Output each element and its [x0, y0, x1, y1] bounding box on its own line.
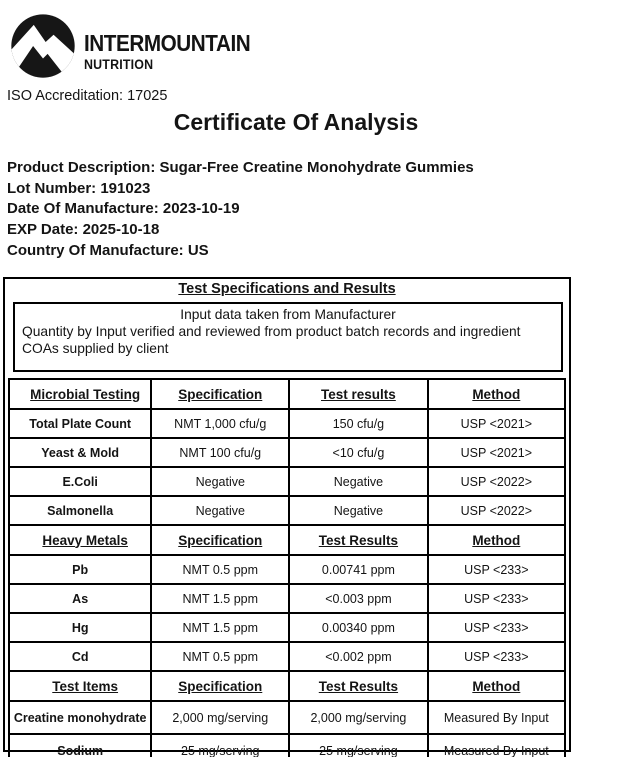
- country-of-manufacture-line: Country Of Manufacture: US: [7, 241, 209, 259]
- table-row-yeast-mold: [9, 438, 565, 467]
- cell-specification: NMT 100 cfu/g: [151, 438, 289, 467]
- cell-specification: Negative: [151, 496, 289, 525]
- cell-test-result: 2,000 mg/serving: [289, 701, 427, 734]
- brand-name-bottom: NUTRITION: [84, 57, 154, 72]
- cell-specification: 2,000 mg/serving: [151, 701, 289, 734]
- lot-number-line: Lot Number: 191023: [7, 179, 151, 197]
- cell-method: USP <2022>: [428, 467, 565, 496]
- results-outer-box: [3, 277, 571, 757]
- note-line-body: Quantity by Input verified and reviewed from product batch records and ingredient COAs supplied by client: [22, 324, 521, 356]
- table-row-salmonella: [9, 496, 565, 525]
- cell-method: USP <2022>: [428, 496, 565, 525]
- cell-method: USP <233>: [428, 642, 565, 671]
- mountain-logo-icon: [10, 13, 76, 79]
- cell-test-item: As: [9, 584, 151, 613]
- cell-test-item: E.Coli: [9, 467, 151, 496]
- col-header-microbial-testing: Microbial Testing: [9, 379, 151, 409]
- table-row-total-plate-count: [9, 409, 565, 438]
- results-section-title: Test Specifications and Results: [178, 281, 396, 297]
- cell-test-item: Yeast & Mold: [9, 438, 151, 467]
- table-row-as: [9, 584, 565, 613]
- cell-method: USP <2021>: [428, 409, 565, 438]
- col-header-specification: Specification: [151, 379, 289, 409]
- table-row-heavy-metals-header: [9, 525, 565, 555]
- brand-name-top: INTERMOUNTAIN: [84, 30, 251, 56]
- cell-specification: NMT 0.5 ppm: [151, 555, 289, 584]
- cell-test-result: 0.00741 ppm: [289, 555, 427, 584]
- cell-test-result: Negative: [289, 496, 427, 525]
- product-info-block: [7, 158, 474, 262]
- col-header-specification: Specification: [151, 525, 289, 555]
- table-row-sodium: [9, 734, 565, 757]
- cell-method: USP <2021>: [428, 438, 565, 467]
- table-row-cd: [9, 642, 565, 671]
- cell-test-result: 150 cfu/g: [289, 409, 427, 438]
- page-title: Certificate Of Analysis: [173, 109, 419, 135]
- cell-specification: NMT 0.5 ppm: [151, 642, 289, 671]
- table-row-creatine-monohydrate: [9, 701, 565, 734]
- col-header-method: Method: [428, 525, 565, 555]
- cell-method: Measured By Input: [428, 734, 565, 757]
- table-row-ecoli: [9, 467, 565, 496]
- col-header-test-results: Test Results: [289, 671, 427, 701]
- cell-test-item: Sodium: [9, 734, 151, 757]
- cell-specification: NMT 1.5 ppm: [151, 584, 289, 613]
- iso-accreditation-line: ISO Accreditation: 17025: [7, 88, 168, 104]
- cell-test-result: <0.002 ppm: [289, 642, 427, 671]
- cell-test-item: Total Plate Count: [9, 409, 151, 438]
- table-row-pb: [9, 555, 565, 584]
- col-header-heavy-metals: Heavy Metals: [9, 525, 151, 555]
- col-header-test-results: Test Results: [289, 525, 427, 555]
- table-row-microbial-header: [9, 379, 565, 409]
- cell-test-item: Creatine monohydrate: [9, 701, 151, 734]
- cell-test-item: Hg: [9, 613, 151, 642]
- cell-test-result: 0.00340 ppm: [289, 613, 427, 642]
- note-line-centered: Input data taken from Manufacturer: [180, 307, 396, 322]
- table-row-test-items-header: [9, 671, 565, 701]
- exp-date-line: EXP Date: 2025-10-18: [7, 221, 160, 239]
- col-header-method: Method: [428, 671, 565, 701]
- col-header-test-results: Test results: [289, 379, 427, 409]
- cell-test-result: <0.003 ppm: [289, 584, 427, 613]
- brand-name: [84, 32, 269, 72]
- manufacturer-note-box: [13, 302, 563, 372]
- col-header-method: Method: [428, 379, 565, 409]
- cell-method: USP <233>: [428, 584, 565, 613]
- col-header-test-items: Test Items: [9, 671, 151, 701]
- cell-test-result: Negative: [289, 467, 427, 496]
- cell-test-result: <10 cfu/g: [289, 438, 427, 467]
- cell-specification: NMT 1.5 ppm: [151, 613, 289, 642]
- cell-test-result: 25 mg/serving: [289, 734, 427, 757]
- product-description-line: Product Description: Sugar-Free Creatine Monohydrate Gummies: [7, 159, 474, 176]
- results-table: [8, 378, 566, 757]
- cell-specification: 25 mg/serving: [151, 734, 289, 757]
- cell-method: USP <233>: [428, 613, 565, 642]
- cell-method: Measured By Input: [428, 701, 565, 734]
- cell-specification: NMT 1,000 cfu/g: [151, 409, 289, 438]
- cell-specification: Negative: [151, 467, 289, 496]
- table-row-hg: [9, 613, 565, 642]
- cell-method: USP <233>: [428, 555, 565, 584]
- date-of-manufacture-line: Date Of Manufacture: 2023-10-19: [7, 200, 240, 218]
- cell-test-item: Cd: [9, 642, 151, 671]
- cell-test-item: Salmonella: [9, 496, 151, 525]
- col-header-specification: Specification: [151, 671, 289, 701]
- cell-test-item: Pb: [9, 555, 151, 584]
